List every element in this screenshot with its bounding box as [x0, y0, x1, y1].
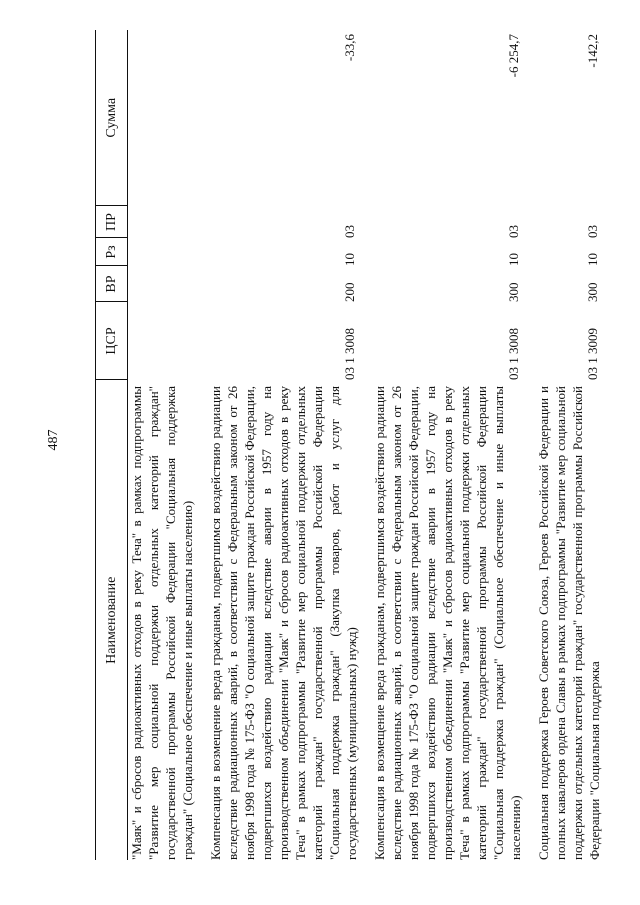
row-rz: 10	[585, 253, 600, 266]
header-vr: ВР	[96, 266, 128, 302]
page-number: 487	[46, 429, 61, 451]
row-sum: -6 254,7	[506, 34, 521, 78]
header-csr: ЦСР	[96, 302, 128, 380]
row-sum: -142,2	[585, 34, 600, 68]
row-pr	[128, 206, 197, 238]
table-row	[360, 30, 524, 860]
row-name: Компенсация в возмещение вреда гражданам, подвергшимся воздействию радиации вследствие радиационных аварий, в соответствии с Федеральным законом от 26 ноября 1998 года № 175-ФЗ "О социальной защите граждан Российской Федерации, подвергшихся воздействию радиации вследствие аварии в 1957 году на производственном объединении "Маяк" и сбросов радиоактивных отходов в реку Теча" в рамках подпрограммы "Развитие мер социальной поддержки отдельных категорий граждан" государственной программы Российской Федерации "Социальная поддержка граждан" (Закупка товаров, работ и услуг для государственных (муниципальных) нужд)	[208, 386, 359, 860]
row-pr: 03	[342, 225, 357, 238]
row-pr: 03	[585, 225, 600, 238]
row-rz	[128, 238, 197, 266]
row-vr: 300	[585, 282, 600, 302]
row-pr: 03	[506, 225, 521, 238]
row-sum	[128, 30, 197, 206]
row-name: Социальная поддержка Героев Советского Союза, Героев Российской Федерации и полных кавалеров ордена Славы в рамках подпрограммы "Развитие мер социальной поддержки отдельных категорий граждан" государственной программы Российской Федерации "Социальная поддержка	[536, 386, 602, 860]
row-rz: 10	[342, 253, 357, 266]
row-name: Компенсация в возмещение вреда гражданам, подвергшимся воздействию радиации вследствие радиационных аварий, в соответствии с Федеральным законом от 26 ноября 1998 года № 175-ФЗ "О социальной защите граждан Российской Федерации, подвергшихся воздействию радиации вследствие аварии в 1957 году на производственном объединении "Маяк" и сбросов радиоактивных отходов в реку Теча" в рамках подпрограммы "Развитие мер социальной поддержки отдельных категорий граждан" государственной программы Российской Федерации "Социальная поддержка граждан" (Социальное обеспечение и иные выплаты населению)	[372, 386, 523, 860]
row-vr	[128, 266, 197, 302]
row-name: "Маяк" и сбросов радиоактивных отходов в реку Теча" в рамках подпрограммы "Развитие мер социальной поддержки отдельных категорий граждан" государственной программы Российской Федерации "Социальная поддержка граждан" (Социальное обеспечение и иные выплаты населению)	[129, 386, 195, 860]
budget-table	[95, 30, 603, 860]
header-rz: Рз	[96, 238, 128, 266]
row-sum: -33,6	[342, 34, 357, 62]
row-rz: 10	[506, 253, 521, 266]
header-sum: Сумма	[96, 30, 128, 206]
header-name: Наименование	[96, 380, 128, 860]
row-csr: 03 1 3009	[585, 328, 600, 380]
row-vr: 200	[342, 282, 357, 302]
table-row	[128, 30, 197, 860]
table-row	[524, 30, 603, 860]
row-vr: 300	[506, 282, 521, 302]
row-csr	[128, 302, 197, 380]
table-row	[196, 30, 360, 860]
rotated-page	[95, 30, 640, 860]
table-header	[96, 30, 128, 860]
row-csr: 03 1 3008	[342, 328, 357, 380]
header-pr: ПР	[96, 206, 128, 238]
row-csr: 03 1 3008	[506, 328, 521, 380]
